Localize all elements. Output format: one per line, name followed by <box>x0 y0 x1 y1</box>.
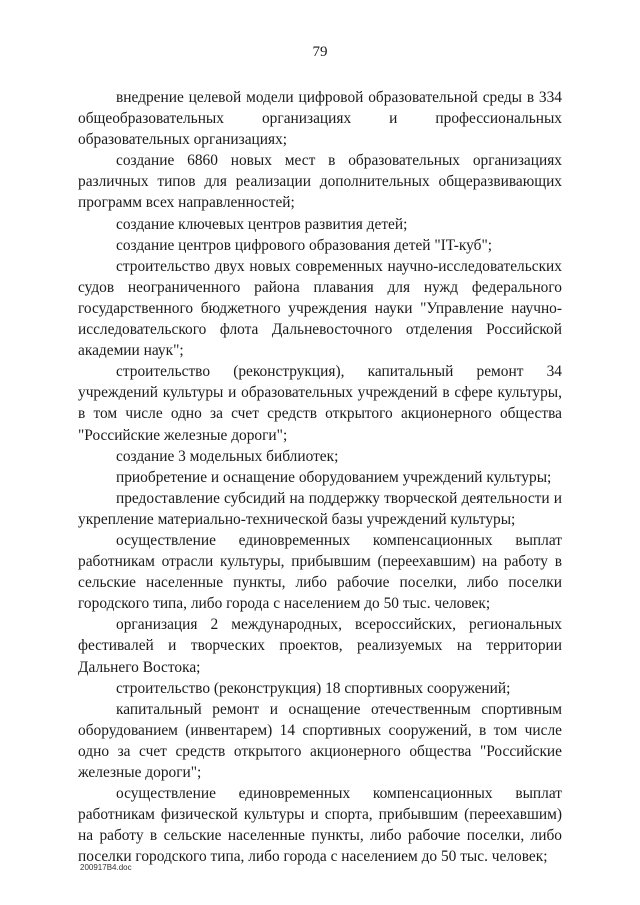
paragraph: строительство двух новых современных научно-исследовательских судов неограниченного района плавания для нужд федерального государственного бюджетного учреждения науки "Управление научно-исследовательского флота Дальневосточного отделения Российской академии наук"; <box>78 257 562 360</box>
paragraph: создание 3 модельных библиотек; <box>116 447 339 465</box>
paragraph: осуществление единовременных компенсационных выплат работникам физической культуры и спорта, прибывшим (переехавшим) на работу в сельские населенные пункты, либо рабочие поселки, либо поселки городского типа, либо города с населением до 50 тыс. человек; <box>78 785 562 866</box>
paragraph: строительство (реконструкция) 18 спортивных сооружений; <box>116 679 511 697</box>
paragraph: осуществление единовременных компенсационных выплат работникам отрасли культуры, прибывшим (переехавшим) на работу в сельские населенные пункты, либо рабочие поселки, либо поселки городского типа, либо города с населением до 50 тыс. человек; <box>78 531 562 613</box>
paragraph: капитальный ремонт и оснащение отечественным спортивным оборудованием (инвентарем) 14 спортивных сооружений, в том числе одно за счет средств открытого акционерного общества "Российские железные дороги"; <box>78 700 562 781</box>
paragraph: создание центров цифрового образования детей "IT-куб"; <box>116 236 493 254</box>
page-number: 79 <box>312 44 328 60</box>
paragraph: приобретение и оснащение оборудованием учреждений культуры; <box>116 468 552 486</box>
paragraph: организация 2 международных, всероссийских, региональных фестивалей и творческих проектов, реализуемых на территории Дальнего Востока; <box>78 616 562 676</box>
file-name-footer: 200917B4.doc <box>80 863 132 872</box>
document-body <box>78 87 562 867</box>
paragraph: предоставление субсидий на поддержку творческой деятельности и укрепление материально-технической базы учреждений культуры; <box>78 489 562 528</box>
paragraph: строительство (реконструкция), капитальный ремонт 34 учреждений культуры и образовательных учреждений в сфере культуры, в том числе одно за счет средств открытого акционерного общества "Российские железные дороги"; <box>78 363 562 444</box>
paragraph: создание 6860 новых мест в образовательных организациях различных типов для реализации дополнительных общеразвивающих программ всех направленностей; <box>78 152 562 212</box>
paragraph: внедрение целевой модели цифровой образовательной среды в 334 общеобразовательных организациях и профессиональных образовательных организациях; <box>78 89 562 149</box>
paragraph: создание ключевых центров развития детей; <box>116 215 408 233</box>
